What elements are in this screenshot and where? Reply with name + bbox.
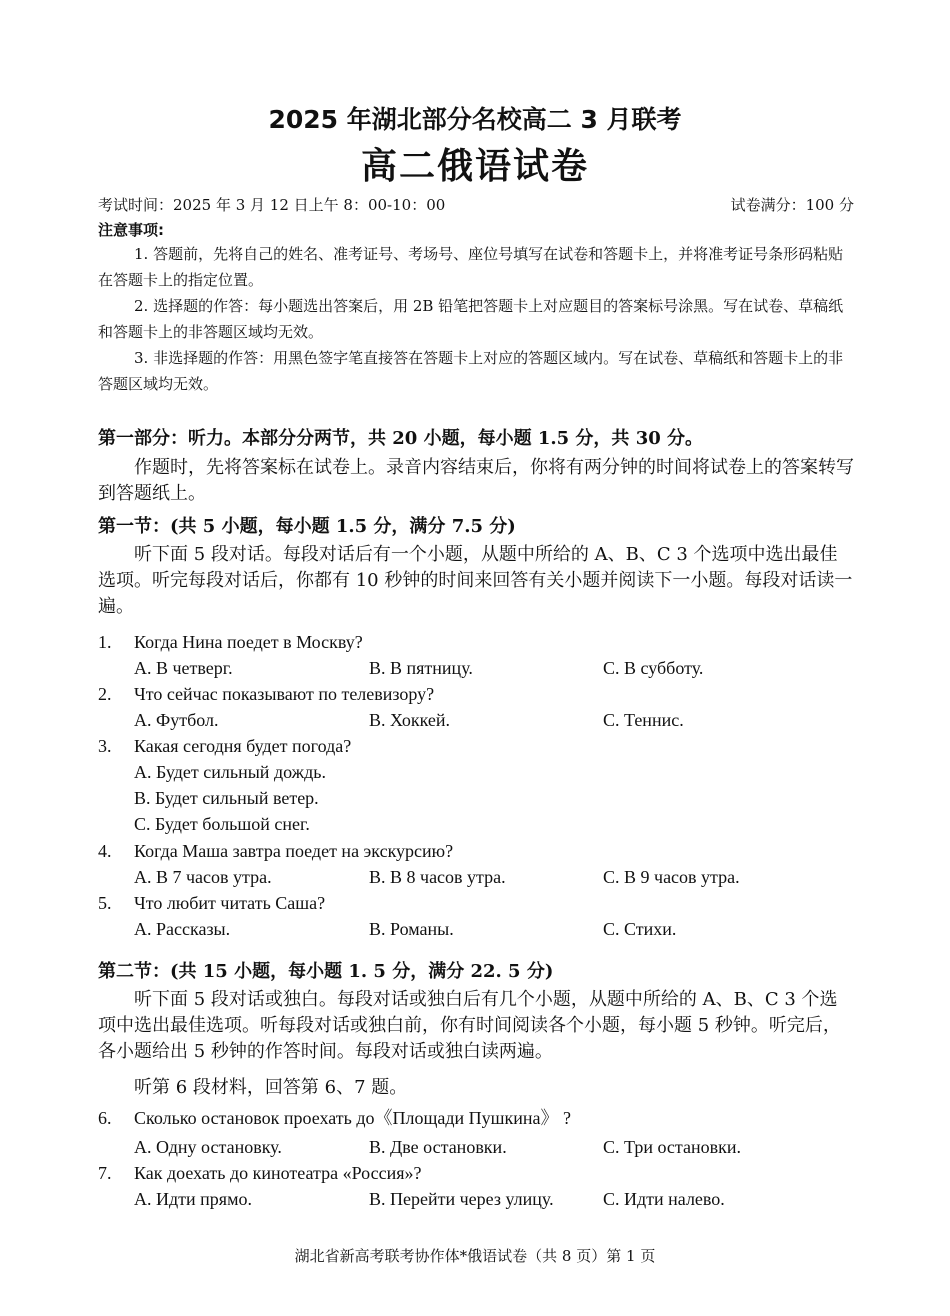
q4-option-a: A. В 7 часов утра.	[134, 867, 272, 887]
q2-option-c: C. Теннис.	[603, 710, 684, 730]
question-text: Сколько остановок проехать до《Площади Пушкина》 ?	[134, 1108, 571, 1128]
part1-heading: 第一部分：听力。本部分分两节，共 20 小题，每小题 1.5 分，共 30 分。	[98, 428, 704, 449]
q7-option-c: C. Идти налево.	[603, 1189, 725, 1209]
q5-option-a: A. Рассказы.	[134, 919, 231, 939]
q7-option-a: A. Идти прямо.	[134, 1189, 252, 1209]
question-1	[98, 629, 363, 655]
notice-item-2: 2. 选择题的作答：每小题选出答案后，用 2B 铅笔把答题卡上对应题目的答案标号涂黑。写在试卷、草稿纸和答题卡上的非答题区域均无效。	[98, 297, 844, 341]
question-text: Что любит читать Саша?	[134, 893, 326, 913]
q1-option-b: B. В пятницу.	[369, 658, 473, 678]
q1-option-c: C. В субботу.	[603, 658, 704, 678]
question-number: 1.	[98, 632, 112, 652]
q6-option-a: A. Одну остановку.	[134, 1137, 282, 1157]
q7-option-b: B. Перейти через улицу.	[369, 1189, 554, 1209]
question-text: Как доехать до кинотеатра «Россия»?	[134, 1163, 422, 1183]
material-6-instruction: 听第 6 段材料，回答第 6、7 题。	[134, 1077, 408, 1098]
full-score: 试卷满分：100 分	[730, 196, 854, 214]
question-3	[98, 733, 351, 759]
section2-intro: 听下面 5 段对话或独白。每段对话或独白后有几个小题，从题中所给的 A、B、C 3 个选项中选出最佳选项。听每段对话或独白前，你有时间阅读各个小题，每小题 5 秒钟。听完后，各小题给出 5 秒钟的作答时间。每段对话或独白读两遍。	[98, 989, 841, 1062]
section1-intro: 听下面 5 段对话。每段对话后有一个小题，从题中所给的 A、B、C 3 个选项中选出最佳选项。听完每段对话后，你都有 10 秒钟的时间来回答有关小题并阅读下一小题。每段对话读一遍。	[98, 544, 853, 617]
notice-heading: 注意事项:	[98, 221, 164, 239]
exam-meta-row	[98, 194, 854, 215]
question-text: Когда Нина поедет в Москву?	[134, 632, 363, 652]
exam-header-title: 2025 年湖北部分名校高二 3 月联考	[268, 105, 682, 134]
q6-option-c: C. Три остановки.	[603, 1137, 741, 1157]
question-5	[98, 890, 325, 916]
q2-option-a: A. Футбол.	[134, 710, 219, 730]
q3-option-b: B. Будет сильный ветер.	[134, 788, 319, 808]
q5-option-c: C. Стихи.	[603, 919, 677, 939]
q5-option-b: B. Романы.	[369, 919, 454, 939]
notice-item-1: 1. 答题前，先将自己的姓名、准考证号、考场号、座位号填写在试卷和答题卡上，并将准考证号条形码粘贴在答题卡上的指定位置。	[98, 245, 844, 289]
q3-option-a: A. Будет сильный дождь.	[134, 762, 326, 782]
q6-option-b: B. Две остановки.	[369, 1137, 507, 1157]
question-text: Что сейчас показывают по телевизору?	[134, 684, 435, 704]
question-text: Когда Маша завтра поедет на экскурсию?	[134, 841, 454, 861]
question-7	[98, 1160, 422, 1186]
section2-heading: 第二节：(共 15 小题，每小题 1. 5 分，满分 22. 5 分)	[98, 961, 554, 982]
q3-option-c: C. Будет большой снег.	[134, 814, 310, 834]
question-number: 5.	[98, 893, 112, 913]
q2-option-b: B. Хоккей.	[369, 710, 451, 730]
part1-intro: 作题时，先将答案标在试卷上。录音内容结束后，你将有两分钟的时间将试卷上的答案转写到答题纸上。	[98, 457, 854, 504]
q1-option-a: A. В четверг.	[134, 658, 233, 678]
question-number: 6.	[98, 1108, 112, 1128]
question-4	[98, 838, 453, 864]
question-number: 4.	[98, 841, 112, 861]
question-6	[98, 1105, 571, 1131]
notice-item-3: 3. 非选择题的作答：用黑色签字笔直接答在答题卡上对应的答题区域内。写在试卷、草稿纸和答题卡上的非答题区域均无效。	[98, 349, 844, 393]
section1-heading: 第一节：(共 5 小题，每小题 1.5 分，满分 7.5 分)	[98, 516, 516, 537]
q4-option-c: C. В 9 часов утра.	[603, 867, 740, 887]
question-number: 2.	[98, 684, 112, 704]
q4-option-b: B. В 8 часов утра.	[369, 867, 506, 887]
exam-time: 考试时间：2025 年 3 月 12 日上午 8：00-10：00	[98, 196, 446, 214]
page-footer: 湖北省新高考联考协作体*俄语试卷（共 8 页）第 1 页	[294, 1247, 656, 1265]
question-number: 3.	[98, 736, 112, 756]
exam-main-title: 高二俄语试卷	[360, 145, 589, 187]
question-number: 7.	[98, 1163, 112, 1183]
question-2	[98, 681, 434, 707]
question-text: Какая сегодня будет погода?	[134, 736, 352, 756]
